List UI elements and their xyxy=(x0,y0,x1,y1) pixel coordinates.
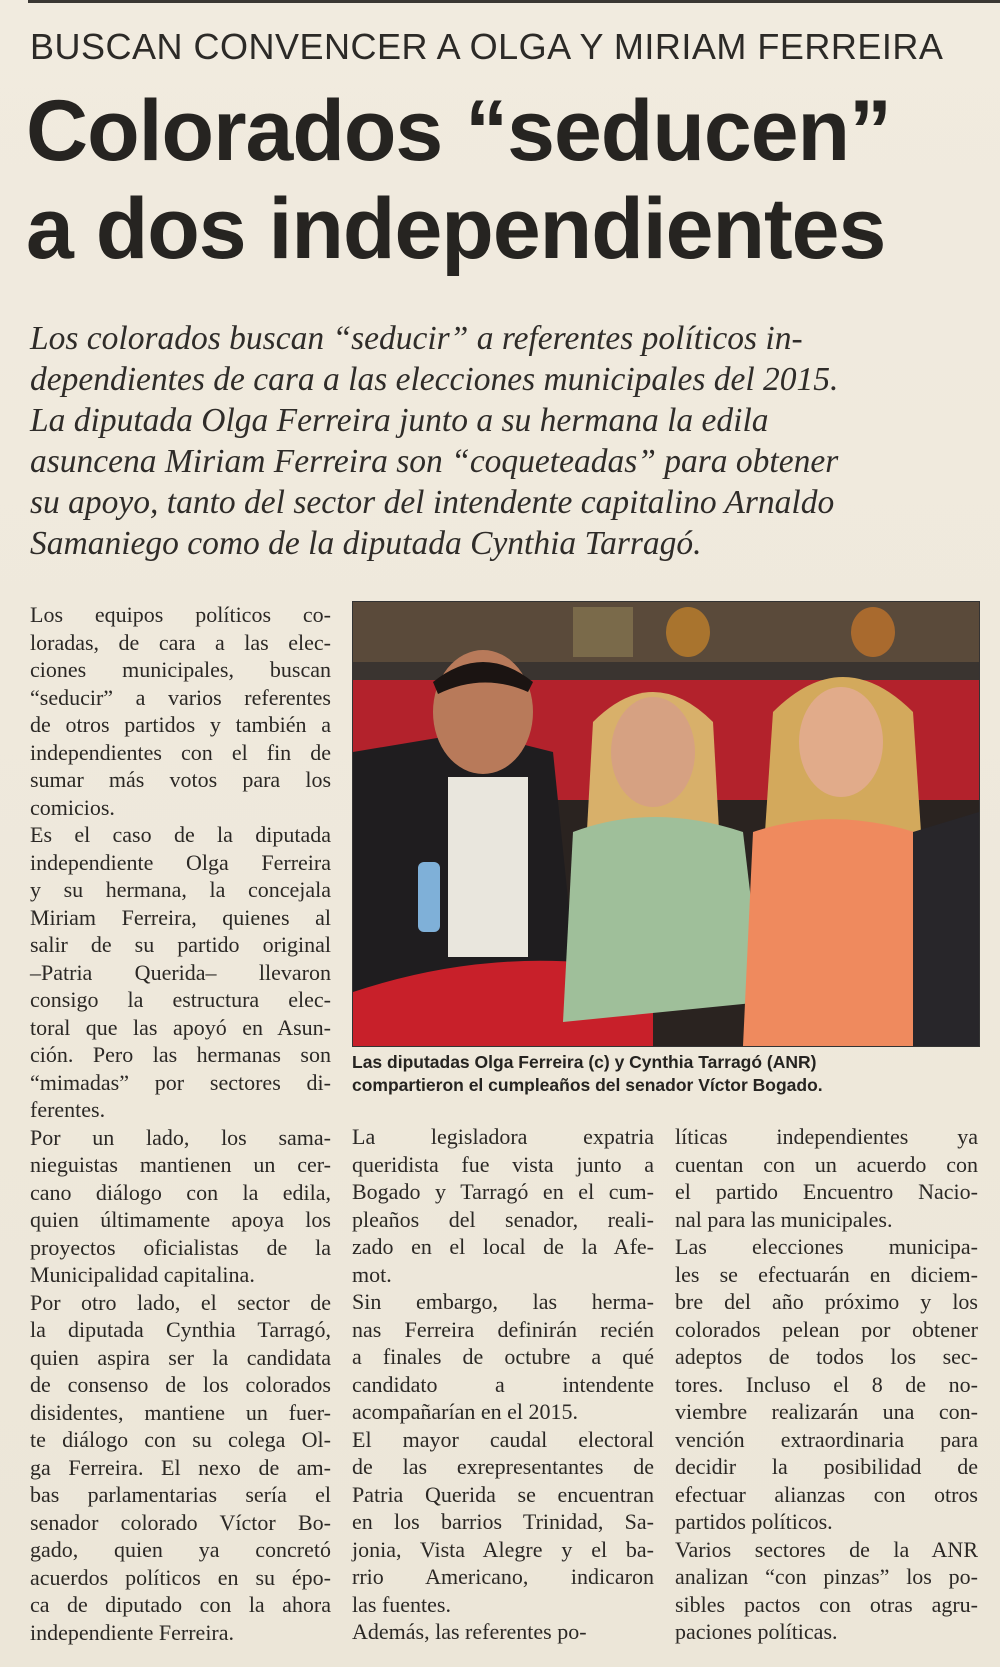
article-line: partidos políticos. xyxy=(675,1509,833,1534)
article-line: independientes con el fin de xyxy=(30,739,331,765)
top-rule xyxy=(28,0,1000,3)
article-line: cuentan con un acuerdo con xyxy=(675,1151,978,1177)
article-line: paciones políticas. xyxy=(675,1619,838,1644)
article-line: de consenso de los colorados xyxy=(30,1372,331,1397)
article-line: La legisladora expatria xyxy=(352,1124,654,1149)
article-line: gado, quien ya concretó xyxy=(30,1537,331,1562)
article-line: Por un lado, los sama- xyxy=(30,1124,331,1150)
article-line: –Patria Querida– llevaron xyxy=(30,959,331,985)
article-line: ca de diputado con la ahora xyxy=(30,1592,331,1617)
lede xyxy=(30,318,980,564)
article-line: Sin embargo, las herma- xyxy=(352,1289,654,1314)
article-line: senador colorado Víctor Bo- xyxy=(30,1509,331,1535)
article-line: jonia, Vista Alegre y el ba- xyxy=(352,1536,654,1562)
lede-line: Samaniego como de la diputada Cynthia Tarragó. xyxy=(30,525,702,562)
article-line: efectuar alianzas con otros xyxy=(675,1481,978,1507)
article-line: Los equipos políticos co- xyxy=(30,602,331,627)
article-line: cano diálogo con la edila, xyxy=(30,1179,331,1205)
article-line: candidato a intendente xyxy=(352,1371,654,1397)
article-line: el partido Encuentro Nacio- xyxy=(675,1179,978,1204)
lede-line: asuncena Miriam Ferreira son “coqueteadas” para obtener xyxy=(30,443,839,480)
article-line: colorados pelean por obtener xyxy=(675,1316,978,1342)
article-line: consigo la estructura elec- xyxy=(30,987,331,1012)
column-2 xyxy=(352,1123,654,1646)
article-line: adeptos de todos los sec- xyxy=(675,1344,978,1369)
headline xyxy=(26,82,986,278)
caption-line: Las diputadas Olga Ferreira (c) y Cynthia Tarragó (ANR) xyxy=(352,1052,817,1072)
article-line: loradas, de cara a las elec- xyxy=(30,629,331,655)
article-line: nieguistas mantienen un cer- xyxy=(30,1152,331,1177)
article-line: viembre realizarán una con- xyxy=(675,1399,978,1424)
article-line: les se efectuarán en diciem- xyxy=(675,1261,978,1287)
article-line: ción. Pero las hermanas son xyxy=(30,1042,331,1067)
lede-line: La diputada Olga Ferreira junto a su hermana la edila xyxy=(30,402,769,439)
article-line: rrio Americano, indicaron xyxy=(352,1564,654,1589)
column-1 xyxy=(30,601,331,1646)
article-line: de otros partidos y también a xyxy=(30,712,331,737)
article-line: Varios sectores de la ANR xyxy=(675,1536,978,1562)
article-line: ga Ferreira. El nexo de am- xyxy=(30,1454,331,1480)
article-line: proyectos oficialistas de la xyxy=(30,1234,331,1260)
article-line: acompañarían en el 2015. xyxy=(352,1399,579,1424)
article-line: sibles pactos con otras agru- xyxy=(675,1591,978,1617)
caption-line: compartieron el cumpleaños del senador Víctor Bogado. xyxy=(352,1075,823,1095)
article-line: Patria Querida se encuentran xyxy=(352,1481,654,1507)
article-line: Municipalidad capitalina. xyxy=(30,1262,255,1287)
article-line: ciones municipales, buscan xyxy=(30,657,331,682)
article-line: zado en el local de la Afe- xyxy=(352,1234,654,1259)
article-line: vención extraordinaria para xyxy=(675,1426,978,1452)
article-line: Por otro lado, el sector de xyxy=(30,1289,331,1315)
article-line: a finales de octubre a qué xyxy=(352,1344,654,1369)
article-line: analizan “con pinzas” los po- xyxy=(675,1564,978,1589)
article-line: pleaños del senador, reali- xyxy=(352,1206,654,1232)
photo-caption xyxy=(352,1051,978,1097)
article-line: Además, las referentes po- xyxy=(352,1619,587,1644)
article-line: las fuentes. xyxy=(352,1591,451,1617)
article-line: El mayor caudal electoral xyxy=(352,1426,654,1452)
article-line: “seducir” a varios referentes xyxy=(30,684,331,710)
article-line: disidentes, mantiene un fuer- xyxy=(30,1399,331,1425)
lede-line: dependientes de cara a las elecciones municipales del 2015. xyxy=(30,361,839,398)
article-line: mot. xyxy=(352,1261,392,1287)
article-line: de las exrepresentantes de xyxy=(352,1454,654,1479)
headline-line: a dos independientes xyxy=(26,181,886,277)
lede-line: su apoyo, tanto del sector del intendente capitalino Arnaldo xyxy=(30,484,835,521)
article-line: y su hermana, la concejala xyxy=(30,877,331,902)
article-line: acuerdos políticos en su épo- xyxy=(30,1564,331,1590)
article-line: quien últimamente apoya los xyxy=(30,1207,331,1232)
article-line: quien aspira ser la candidata xyxy=(30,1344,331,1370)
article-line: toral que las apoyó en Asun- xyxy=(30,1014,331,1040)
kicker: BUSCAN CONVENCER A OLGA Y MIRIAM FERREIRA xyxy=(30,26,944,67)
lede-line: Los colorados buscan “seducir” a referentes políticos in- xyxy=(30,320,803,357)
headline-line: Colorados “seducen” xyxy=(26,83,892,179)
event-photo xyxy=(352,601,980,1047)
article-line: líticas independientes ya xyxy=(675,1124,978,1149)
article-line: tores. Incluso el 8 de no- xyxy=(675,1371,978,1397)
article-line: “mimadas” por sectores di- xyxy=(30,1069,331,1095)
article-line: la diputada Cynthia Tarragó, xyxy=(30,1317,331,1342)
article-line: comicios. xyxy=(30,794,115,820)
article-line: bre del año próximo y los xyxy=(675,1289,978,1314)
article-line: independiente Olga Ferreira xyxy=(30,849,331,875)
article-line: queridista fue vista junto a xyxy=(352,1151,654,1177)
article-line: ferentes. xyxy=(30,1097,106,1122)
article-line: nal para las municipales. xyxy=(675,1206,893,1232)
article-line: Las elecciones municipa- xyxy=(675,1234,978,1259)
article-line: te diálogo con su colega Ol- xyxy=(30,1427,331,1452)
article-line: salir de su partido original xyxy=(30,932,331,957)
article-line: Bogado y Tarragó en el cum- xyxy=(352,1179,654,1204)
article-line: Es el caso de la diputada xyxy=(30,822,331,847)
article-line: en los barrios Trinidad, Sa- xyxy=(352,1509,654,1534)
article-line: Miriam Ferreira, quienes al xyxy=(30,904,331,930)
photo-illustration xyxy=(353,602,979,1046)
column-3 xyxy=(675,1123,978,1646)
article-line: independiente Ferreira. xyxy=(30,1619,235,1645)
article-line: bas parlamentarias sería el xyxy=(30,1482,331,1507)
article-line: sumar más votos para los xyxy=(30,767,331,792)
article-line: decidir la posibilidad de xyxy=(675,1454,978,1479)
article-line: nas Ferreira definirán recién xyxy=(352,1316,654,1342)
